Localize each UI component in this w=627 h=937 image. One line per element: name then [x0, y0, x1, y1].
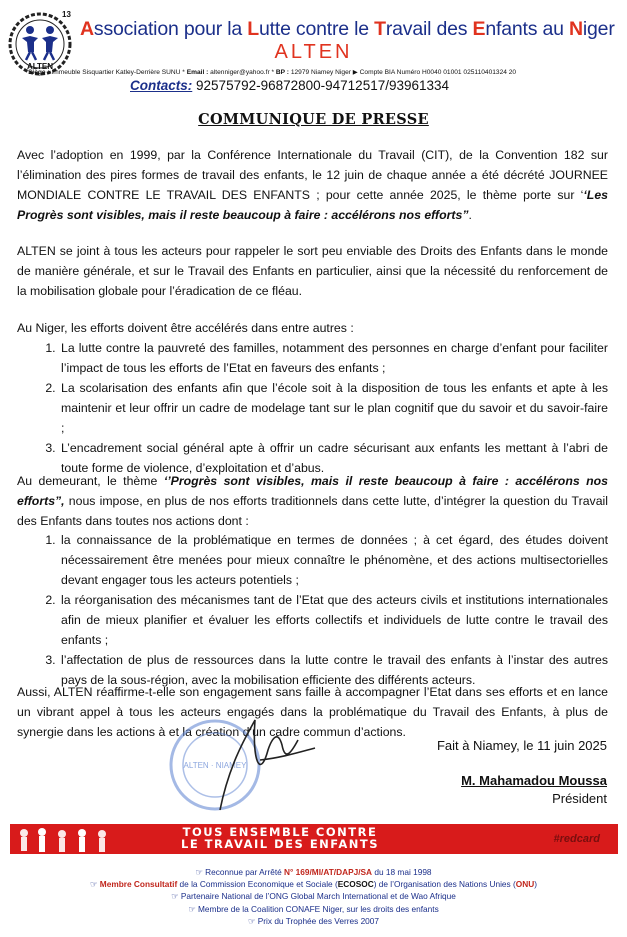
banner-hashtag: #redcard	[553, 833, 600, 845]
paragraph-4-theme: ‘’Progrès sont visibles, mais il reste beaucoup à faire : accélérons nos efforts”,	[17, 474, 608, 508]
paragraph-5: Aussi, ALTEN réaffirme-t-elle son engagement sans faille à accompagner l’Etat dans ses efforts et en lance un vibrant appel à tous les acteurs engagés dans la problématique du Travail des Enfants, à plus de synergie dans les actions à et la création d’un cadre commun d’actions.	[17, 685, 608, 739]
contacts	[130, 78, 449, 93]
org-name-initial: N	[569, 18, 583, 40]
list-item: 3. L’encadrement social général apte à offrir un cadre sécurisant aux enfants les mettant à l’abri de toute forme de violence, d’exploitation et d’abus.	[59, 438, 608, 478]
campaign-banner	[10, 824, 618, 854]
footer-text: ONU	[515, 879, 535, 890]
list-efforts	[17, 338, 608, 478]
footer-text: Membre Consultatif	[99, 879, 178, 890]
footer-line-1	[0, 866, 627, 878]
paragraph-4-end: nous impose, en plus de nos efforts traditionnels dans cette lutte, d’intégrer la question du Travail des Enfants dans toutes nos actions dont :	[17, 494, 608, 528]
footer-line-4	[0, 903, 627, 915]
address-line	[28, 68, 618, 76]
paragraph-1-text: Avec l’adoption en 1999, par la Conférence Internationale du Travail (CIT), de la Convention 182 sur l’élimination des pires formes de travail des enfants, le 12 juin de chaque année a été décrété JOURNEE MONDIALE CONTRE LE TRAVAIL DES ENFANTS ; pour cette année 2025, le thème porte sur ‘	[17, 148, 608, 202]
list-item: 2. La scolarisation des enfants afin que l’école soit à la disposition de tous les enfants et apte à les maintenir et leur offrir un cadre de modelage tant sur le plan cognitif que du savoir et du savoir-faire ;	[59, 378, 608, 438]
paragraph-4	[17, 471, 608, 531]
org-name-initial: A	[80, 18, 94, 40]
stamp-text: ALTEN · NIAMEY	[183, 761, 247, 770]
paragraph-1-end: .	[468, 208, 472, 222]
footer-text: Membre de la Coalition CONAFE Niger, sur les droits des enfants	[198, 903, 439, 914]
paragraph-4-start: Au demeurant, le thème	[17, 474, 164, 488]
bp-label: BP :	[275, 69, 289, 76]
list-item: 2. la réorganisation des mécanismes tant de l’Etat que des acteurs civils et institutions internationales afin de mieux planifier et évaluer les efforts collectifs et individuels de lutte contre le travail des enfants ;	[59, 590, 608, 650]
org-name-part: ravail des	[385, 18, 473, 40]
banner-line-1: TOUS ENSEMBLE CONTRE	[182, 825, 378, 839]
official-stamp	[160, 700, 320, 830]
siege-value: Immeuble Sisquartier Katley-Derrière SUNU *	[51, 69, 185, 76]
org-name-initial: T	[374, 18, 386, 40]
footer-text: du 18 mai 1998	[372, 867, 432, 877]
logo-number: 13	[62, 10, 71, 19]
signatory-name: M. Mahamadou Moussa	[461, 773, 607, 788]
list-item: 1. la connaissance de la problématique en termes de données ; à cet égard, des études doivent nécessairement être menées pour mieux connaître le phénomène, et des actions multisectorielles devant engager tous les acteurs potentiels ;	[59, 530, 608, 590]
list-item: 1. La lutte contre la pauvreté des familles, notamment des personnes en charge d’enfant pour faciliter l’impact de tous les efforts de l’Etat en faveurs des enfants ;	[59, 338, 608, 378]
footer-text: de la Commission Economique et Sociale (	[177, 879, 338, 890]
org-name-part: nfants au	[485, 18, 570, 40]
footer-text: Reconnue par Arrêté	[205, 867, 285, 877]
org-name	[80, 18, 620, 41]
footer-line-3	[0, 890, 627, 902]
org-name-part: utte contre le	[258, 18, 375, 40]
footer-text: ) de l’Organisation des Nations Unies (	[373, 879, 516, 890]
banner-text	[120, 826, 440, 850]
footer	[0, 866, 627, 927]
logo-text: ALTEN	[26, 62, 54, 71]
children-silhouettes-icon	[10, 824, 120, 854]
banner-line-2: LE TRAVAIL DES ENFANTS	[181, 837, 379, 851]
signatory-role: Président	[552, 791, 607, 806]
pointer-icon: ☞	[195, 867, 206, 877]
siege-label: Siège :	[28, 69, 50, 76]
paragraph-3-intro: Au Niger, les efforts doivent être accélérés dans entre autres :	[17, 321, 354, 335]
email-label: Email :	[186, 69, 209, 76]
org-name-initial: L	[247, 18, 259, 40]
list-item: 3. l’affectation de plus de ressources dans la lutte contre le travail des enfants à l’instar des autres pays de la sous-région, avec la mobilisation efficiente des différents acteurs.	[59, 650, 608, 690]
footer-line-5	[0, 915, 627, 927]
org-name-initial: E	[472, 18, 486, 40]
place-date: Fait à Niamey, le 11 juin 2025	[436, 738, 607, 753]
pointer-icon: ☞	[188, 903, 199, 914]
document-heading: COMMUNIQUE DE PRESSE	[198, 111, 429, 128]
email-value: altenniger@yahoo.fr *	[210, 69, 275, 76]
paragraph-2: ALTEN se joint à tous les acteurs pour rappeler le sort peu enviable des Droits des Enfants dans le monde de manière générale, et sur le Travail des Enfants en particulier, ainsi que la nécessité du renforcement de la mobilisation globale pour l’éradication de ce fléau.	[17, 244, 608, 298]
footer-text: )	[534, 879, 537, 890]
org-name-part: iger	[582, 18, 615, 40]
footer-line-2	[0, 878, 627, 890]
paragraph-1-theme: ‘Les Progrès sont visibles, mais il reste beaucoup à faire : accélérons nos efforts”	[17, 188, 608, 222]
paragraph-1	[17, 145, 608, 225]
footer-decree: N° 169/MI/AT/DAPJ/SA	[284, 867, 373, 877]
contacts-value: 92575792-96872800-94712517/93961334	[196, 78, 450, 93]
org-name-part: ssociation pour la	[93, 18, 248, 40]
contacts-label: Contacts:	[130, 78, 193, 93]
footer-text: ECOSOC	[337, 879, 374, 890]
list-actions	[17, 530, 608, 690]
footer-text: Partenaire National de l’ONG Global March International et de Wao Afrique	[180, 891, 456, 902]
pointer-icon: ☞	[247, 915, 258, 926]
pointer-icon: ☞	[171, 891, 181, 902]
org-acronym: ALTEN	[274, 41, 353, 63]
pointer-icon: ☞	[90, 879, 100, 890]
footer-text: Prix du Trophée des Verres 2007	[257, 915, 380, 926]
bp-value: 12979 Niamey Niger ▶ Compte BIA Numéro H0040 01001 025110401324 20	[290, 69, 517, 76]
